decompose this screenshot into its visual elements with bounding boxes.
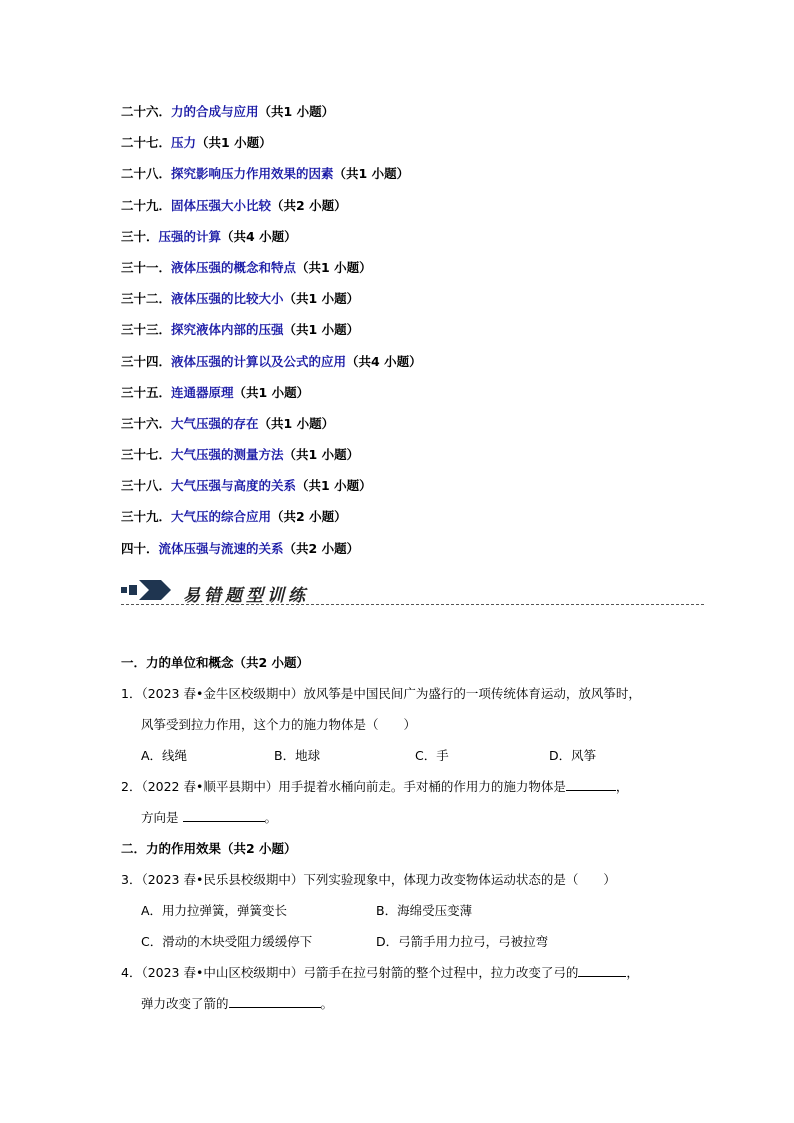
question-1 bbox=[121, 683, 704, 776]
toc-link[interactable]: 探究影响压力作用效果的因素 bbox=[171, 166, 334, 182]
toc-number: 三十四． bbox=[121, 353, 172, 369]
banner-title: 易错题型训练 bbox=[183, 586, 309, 606]
toc-count: （共1 小题） bbox=[283, 447, 360, 463]
toc-count: （共4 小题） bbox=[221, 228, 297, 244]
arrow-right-icon bbox=[121, 578, 173, 602]
toc-number: 二十六． bbox=[121, 104, 172, 119]
option-a[interactable]: A．用力拉弹簧，弹簧变长 bbox=[141, 903, 288, 918]
toc-count: （共2 小题） bbox=[283, 540, 360, 556]
question-stem: 4．（2023 春•中山区校级期中）弓箭手在拉弓射箭的整个过程中，拉力改变了弓的 bbox=[121, 965, 579, 980]
question-stem: 2．（2022 春•顺平县期中）用手提着水桶向前走。手对桶的作用力的施力物体是 bbox=[121, 779, 566, 794]
answer-blank[interactable] bbox=[183, 807, 265, 822]
toc-item[interactable] bbox=[121, 444, 721, 475]
question-text: 3．（2023 春•民乐县校级期中）下列实验现象中，体现力改变物体运动状态的是（ ） bbox=[121, 872, 616, 887]
option-b[interactable]: B．地球 bbox=[274, 748, 321, 763]
toc-count: （共2 小题） bbox=[271, 509, 347, 525]
toc-number: 二十八． bbox=[121, 166, 172, 182]
toc-count: （共1 小题） bbox=[258, 104, 335, 119]
option-d[interactable]: D．弓箭手用力拉弓，弓被拉弯 bbox=[376, 934, 549, 949]
toc-link[interactable]: 大气压强与高度的关系 bbox=[171, 478, 297, 494]
toc-number: 三十七． bbox=[121, 447, 172, 463]
toc-link[interactable]: 大气压的综合应用 bbox=[171, 509, 272, 525]
option-a[interactable]: A．线绳 bbox=[141, 748, 188, 763]
question-text: 风筝受到拉力作用，这个力的施力物体是（ ） bbox=[141, 717, 417, 732]
toc-item[interactable] bbox=[121, 382, 721, 413]
question-text: 1．（2023 春•金牛区校级期中）放风筝是中国民间广为盛行的一项传统体育运动，放风筝时， bbox=[121, 686, 641, 701]
punctuation: ， bbox=[626, 965, 639, 980]
toc-count: （共1 小题） bbox=[283, 291, 360, 307]
options-row bbox=[121, 745, 704, 776]
question-3 bbox=[121, 869, 704, 962]
toc-item[interactable] bbox=[121, 163, 721, 194]
toc-link[interactable]: 液体压强的计算以及公式的应用 bbox=[171, 353, 347, 369]
question-2 bbox=[121, 776, 704, 838]
banner-divider bbox=[121, 604, 704, 605]
answer-blank[interactable] bbox=[229, 993, 321, 1008]
options-row bbox=[121, 931, 704, 962]
option-c[interactable]: C．滑动的木块受阻力缓缓停下 bbox=[141, 934, 313, 949]
punctuation: 。 bbox=[320, 996, 334, 1011]
toc-item[interactable] bbox=[121, 351, 721, 382]
answer-blank[interactable] bbox=[578, 962, 626, 977]
toc-count: （共4 小题） bbox=[346, 353, 422, 369]
punctuation: ， bbox=[615, 779, 629, 794]
toc-count: （共2 小题） bbox=[271, 197, 347, 213]
section-banner bbox=[121, 578, 704, 610]
toc-link[interactable]: 液体压强的概念和特点 bbox=[171, 259, 297, 275]
questions-content bbox=[121, 652, 704, 1024]
toc-item[interactable] bbox=[121, 257, 721, 288]
toc-item[interactable] bbox=[121, 413, 721, 444]
toc-count: （共1 小题） bbox=[283, 322, 360, 338]
toc-count: （共1 小题） bbox=[296, 259, 372, 275]
toc-number: 三十五． bbox=[121, 384, 172, 400]
toc-item[interactable] bbox=[121, 226, 721, 257]
question-stem: 方向是 bbox=[141, 810, 179, 825]
toc-count: （共1 小题） bbox=[196, 135, 272, 151]
toc-number: 三十三． bbox=[121, 322, 172, 338]
toc-item[interactable] bbox=[121, 195, 721, 226]
toc-item[interactable] bbox=[121, 101, 721, 132]
question-text bbox=[121, 776, 704, 807]
option-b[interactable]: B．海绵受压变薄 bbox=[376, 903, 473, 918]
toc-link[interactable]: 探究液体内部的压强 bbox=[171, 322, 284, 338]
toc-link[interactable]: 固体压强大小比较 bbox=[171, 197, 272, 213]
toc-link[interactable]: 连通器原理 bbox=[171, 384, 234, 400]
toc-count: （共1 小题） bbox=[296, 478, 372, 494]
toc-number: 三十六． bbox=[121, 415, 172, 431]
toc-number: 三十． bbox=[121, 228, 159, 244]
toc-count: （共1 小题） bbox=[233, 384, 310, 400]
section-heading: 二．力的作用效果（共2 小题） bbox=[121, 841, 297, 856]
toc-number: 四十． bbox=[121, 540, 159, 556]
toc-number: 二十九． bbox=[121, 197, 172, 213]
toc-link[interactable]: 压强的计算 bbox=[158, 228, 222, 244]
toc-number: 三十八． bbox=[121, 478, 172, 494]
toc-item[interactable] bbox=[121, 538, 721, 569]
toc-item[interactable] bbox=[121, 506, 721, 537]
toc-number: 二十七． bbox=[121, 135, 172, 151]
toc-list bbox=[121, 101, 721, 569]
toc-link[interactable]: 压力 bbox=[171, 135, 197, 151]
option-d[interactable]: D．风筝 bbox=[549, 748, 597, 763]
answer-blank[interactable] bbox=[566, 776, 616, 791]
toc-link[interactable]: 大气压强的测量方法 bbox=[171, 447, 284, 463]
toc-item[interactable] bbox=[121, 288, 721, 319]
toc-link[interactable]: 液体压强的比较大小 bbox=[171, 291, 284, 307]
toc-item[interactable] bbox=[121, 475, 721, 506]
toc-item[interactable] bbox=[121, 319, 721, 350]
question-4 bbox=[121, 962, 704, 1024]
toc-item[interactable] bbox=[121, 132, 721, 163]
question-text bbox=[121, 807, 704, 838]
toc-count: （共1 小题） bbox=[333, 166, 410, 182]
question-text bbox=[121, 962, 704, 993]
toc-number: 三十一． bbox=[121, 259, 172, 275]
toc-link[interactable]: 大气压强的存在 bbox=[171, 415, 259, 431]
question-text bbox=[121, 993, 704, 1024]
toc-number: 三十九． bbox=[121, 509, 172, 525]
options-row bbox=[121, 900, 704, 931]
toc-link[interactable]: 力的合成与应用 bbox=[171, 104, 259, 119]
question-stem: 弹力改变了箭的 bbox=[141, 996, 229, 1011]
toc-count: （共1 小题） bbox=[258, 415, 335, 431]
section-heading: 一．力的单位和概念（共2 小题） bbox=[121, 655, 310, 670]
toc-number: 三十二． bbox=[121, 291, 172, 307]
punctuation: 。 bbox=[264, 810, 278, 825]
option-c[interactable]: C．手 bbox=[415, 748, 449, 763]
toc-link[interactable]: 流体压强与流速的关系 bbox=[158, 540, 284, 556]
